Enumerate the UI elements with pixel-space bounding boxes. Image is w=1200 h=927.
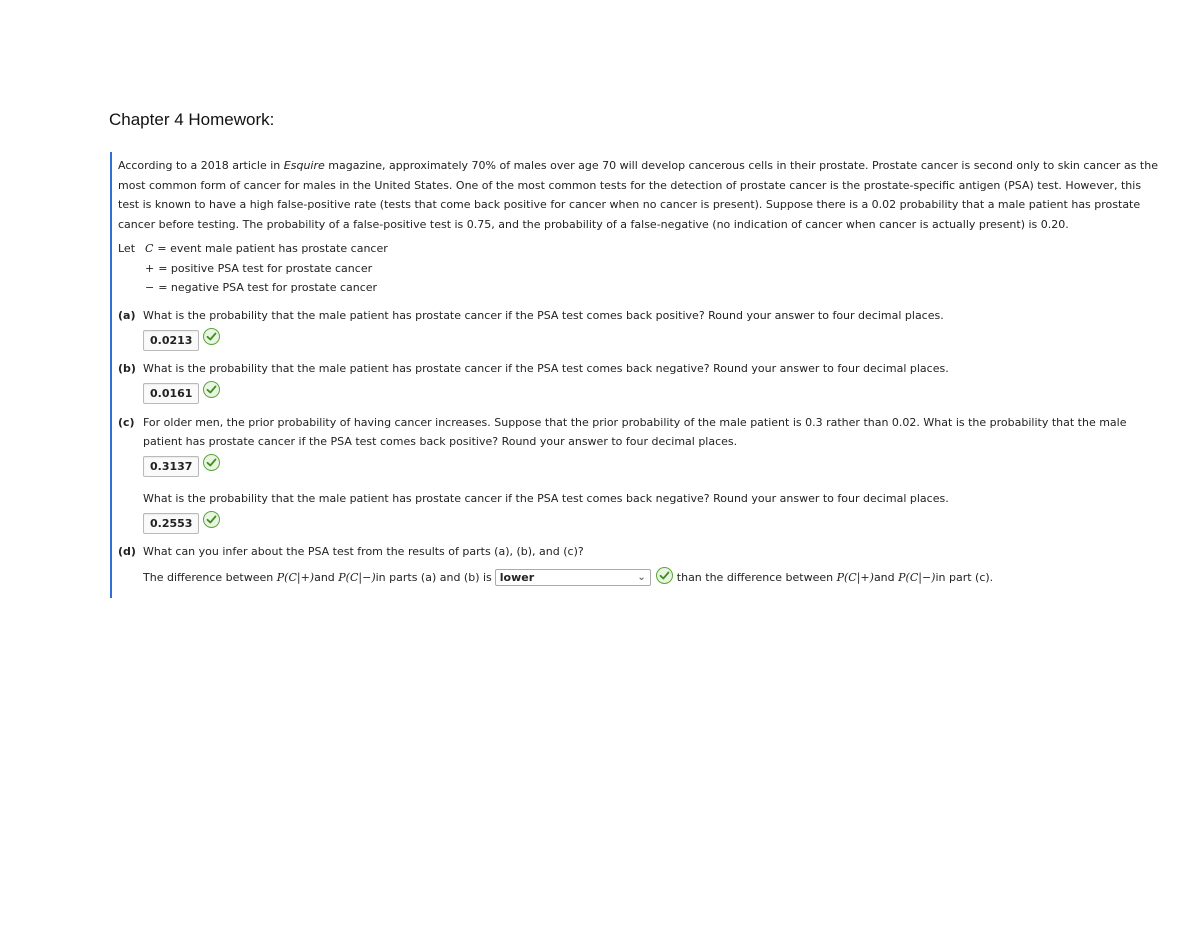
expr-p-c-given-pos: P(C|+): [276, 570, 315, 584]
part-b: (b) What is the probability that the male patient has prostate cancer if the PSA test comes back negative? Round your answer to four decimal places.: [118, 362, 949, 375]
part-d: (d) What can you infer about the PSA test from the results of parts (a), (b), and (c)?: [118, 545, 584, 558]
answer-field-c[interactable]: 0.3137: [143, 456, 199, 477]
part-a-answer-row: [118, 329, 1160, 351]
question-block: [110, 152, 1160, 598]
part-a: (a) What is the probability that the male patient has prostate cancer if the PSA test comes back positive? Round your answer to four decimal places.: [118, 308, 944, 322]
answer-field-a[interactable]: 0.0213: [143, 330, 199, 351]
definition-c: Let C = event male patient has prostate cancer: [118, 242, 388, 255]
definition-negative: − = negative PSA test for prostate cancer: [145, 281, 378, 294]
expr-p-c-given-pos-c: P(C|+): [836, 570, 874, 584]
expr-p-c-given-neg: P(C|−): [338, 570, 376, 584]
chevron-down-icon: ⌄: [637, 571, 646, 583]
part-c-followup-answer-row: [118, 512, 1160, 534]
part-c: (c) For older men, the prior probability of having cancer increases. Suppose that the prior probability of the male patient is 0.3 rather than 0.02. What is the probability that the male patient has prostate cancer if the PSA test comes back positive? Round your answer to four decimal places.: [118, 415, 1127, 448]
correct-check-icon: [656, 567, 673, 584]
definition-positive: + = positive PSA test for prostate cancer: [145, 261, 373, 275]
magazine-name: Esquire: [283, 159, 325, 172]
expr-p-c-given-neg-c: P(C|−): [898, 570, 936, 584]
problem-intro: According to a 2018 article in Esquire magazine, approximately 70% of males over age 70 will develop cancerous cells in their prostate. Prostate cancer is second only to skin cancer as the most common form of cancer for males in the United States. One of the most common tests for the detection of prostate cancer is the prostate-specific antigen (PSA) test. However, this test is known to have a high false-positive rate (tests that come back positive for cancer when no cancer is present). Suppose there is a 0.02 probability that a male patient has prostate cancer before testing. The probability of a false-positive test is 0.75, and the probability of a false-negative (no indication of cancer when cancer is actually present) is 0.20.: [118, 159, 1158, 231]
part-c-followup: What is the probability that the male patient has prostate cancer if the PSA test comes back negative? Round your answer to four decimal places.: [143, 491, 949, 505]
answer-field-c2[interactable]: 0.2553: [143, 513, 199, 534]
part-d-statement: The difference between P(C|+) and P(C|−) in parts (a) and (b) is lower ⌄ than the difference between P(C|+) and P(C|−) in part (c).: [118, 567, 1160, 589]
answer-field-b[interactable]: 0.0161: [143, 383, 199, 404]
part-b-answer-row: [118, 383, 1160, 405]
definitions: [118, 239, 1160, 298]
correct-check-icon: [203, 454, 220, 471]
comparison-select[interactable]: lower ⌄: [495, 569, 651, 586]
correct-check-icon: [203, 511, 220, 528]
part-c-answer-row: [118, 456, 1160, 478]
page-title: Chapter 4 Homework:: [109, 110, 275, 129]
correct-check-icon: [203, 328, 220, 345]
correct-check-icon: [203, 381, 220, 398]
